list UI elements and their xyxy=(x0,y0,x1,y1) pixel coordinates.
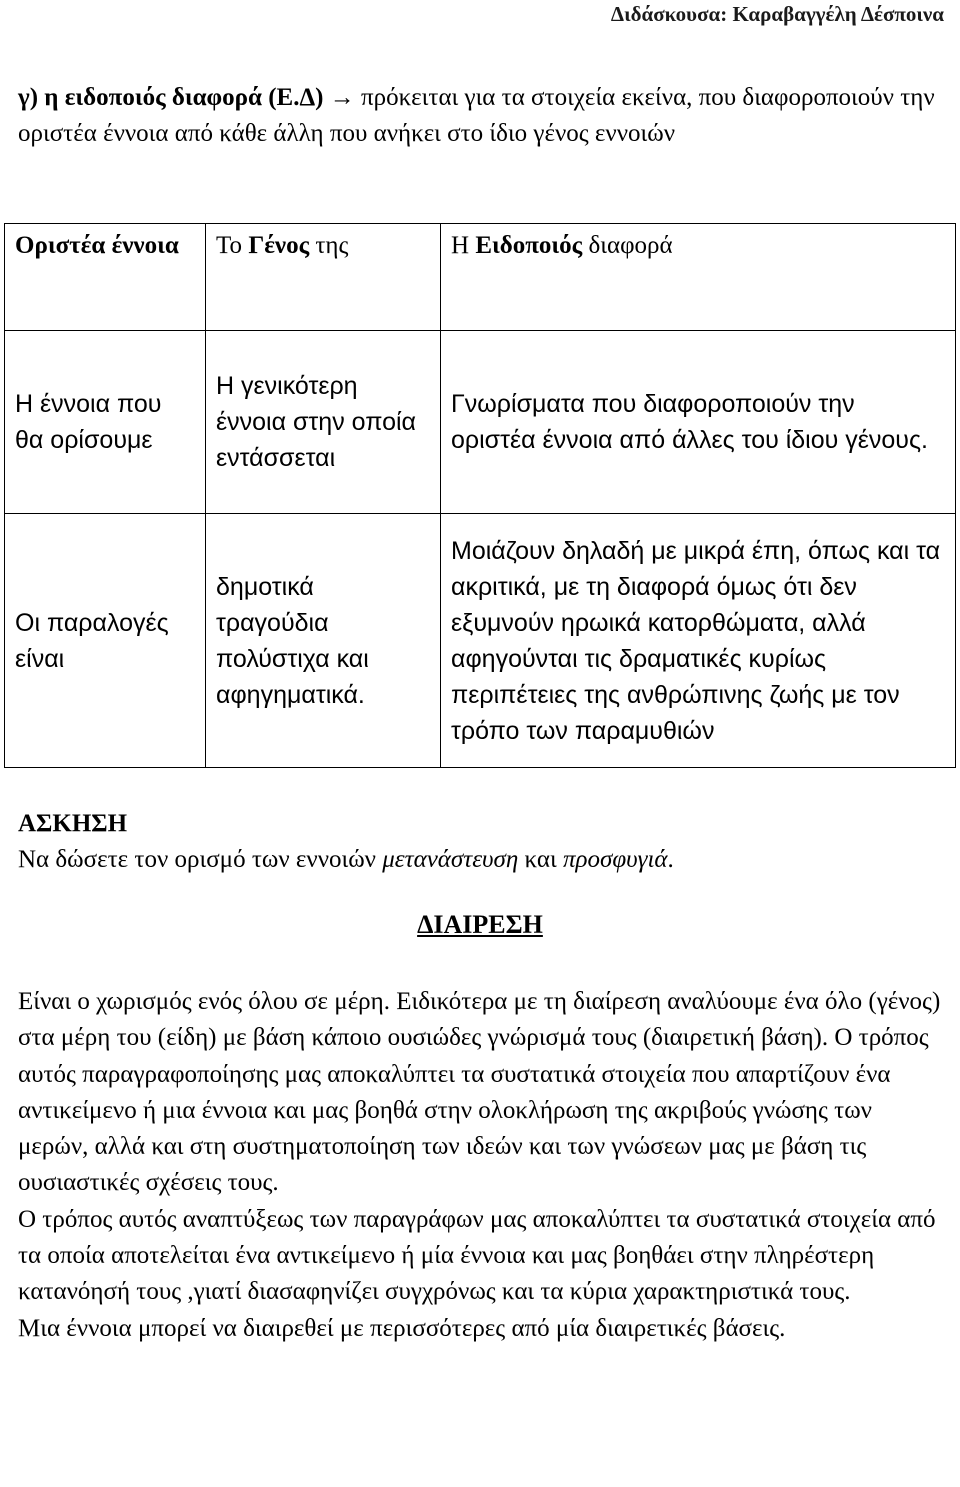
intro-text: πρόκειται για τα στοιχεία εκείνα, που διαφοροποιούν την οριστέα έννοια από κάθε άλλη που ανήκει στο ίδιο γένος εννοιών xyxy=(18,84,935,147)
row2-defined-concept: Οι παραλογές είναι xyxy=(5,514,206,768)
row2-genus: δημοτικά τραγούδια πολύστιχα και αφηγηματικά. xyxy=(206,514,441,768)
section-paragraph-2: Ο τρόπος αυτός αναπτύξεως των παραγράφων μας αποκαλύπτει τα συστατικά στοιχεία από τα οποία αποτελείται ένα αντικείμενο ή μία έννοια και μας βοηθάει στην πληρέστερη κατανόησή τους ,γιατί διασαφηνίζει συγχρόνως και τα κύρια χαρακτηριστικά τους. xyxy=(18,1205,936,1306)
header-difference-bold: Ειδοποιός xyxy=(475,232,583,259)
header-cell-difference xyxy=(441,224,956,331)
header-defined-concept: Οριστέα έννοια xyxy=(15,232,179,259)
definition-table xyxy=(4,223,956,768)
intro-paragraph xyxy=(18,80,938,152)
section-body xyxy=(18,984,948,1347)
exercise-term-1: μετανάστευση xyxy=(382,846,519,873)
table-row xyxy=(5,331,956,514)
row1-difference: Γνωρίσματα που διαφοροποιούν την οριστέα έννοια από άλλες του ίδιου γένους. xyxy=(441,331,956,514)
exercise-heading: ΑΣΚΗΣΗ xyxy=(18,810,128,837)
header-difference-prefix: Η xyxy=(451,232,476,259)
author-header: Διδάσκουσα: Καραβαγγέλη Δέσποινα xyxy=(610,2,944,26)
section-paragraph-3: Μια έννοια μπορεί να διαιρεθεί με περισσότερες από μία διαιρετικές βάσεις. xyxy=(18,1314,786,1342)
header-genus-bold: Γένος xyxy=(248,232,310,259)
row2-difference: Μοιάζουν δηλαδή με μικρά έπη, όπως και τα ακριτικά, με τη διαφορά όμως ότι δεν εξυμνούν ηρωικά κατορθώματα, αλλά αφηγούνται τις δραματικές κυρίως περιπέτειες της ανθρώπινης ζωής με τον τρόπο των παραμυθιών xyxy=(441,514,956,768)
exercise-block xyxy=(18,806,938,878)
exercise-term-2: προσφυγιά xyxy=(562,846,668,873)
exercise-end: . xyxy=(667,846,674,873)
header-genus-suffix: της xyxy=(309,232,349,259)
header-difference-suffix: διαφορά xyxy=(582,232,673,259)
section-title: ΔΙΑΙΡΕΣΗ xyxy=(417,910,543,939)
exercise-connector: και xyxy=(518,846,563,873)
arrow-icon: → xyxy=(329,84,355,111)
row1-genus: Η γενικότερη έννοια στην οποία εντάσσεται xyxy=(206,331,441,514)
header-genus-prefix: Το xyxy=(216,232,249,259)
table-row xyxy=(5,514,956,768)
table-header-row xyxy=(5,224,956,331)
exercise-text xyxy=(18,842,938,878)
row1-defined-concept: Η έννοια που θα ορίσουμε xyxy=(5,331,206,514)
section-paragraph-1: Είναι ο χωρισμός ενός όλου σε μέρη. Ειδικότερα με τη διαίρεση αναλύουμε ένα όλο (γένος) στα μέρη του (είδη) με βάση κάποιο ουσιώδες γνώρισμά τους (διαιρετική βάση). Ο τρόπος αυτός παραγραφοποίησης μας αποκαλύπτει τα συστατικά στοιχεία που απαρτίζουν ένα αντικείμενο ή μια έννοια και μας βοηθά στην ολοκλήρωση της ακριβούς γνώσης των μερών, αλλά και στη συστηματοποίηση των ιδεών και των γνώσεων μας με βάση τις ουσιαστικές σχέσεις τους. xyxy=(18,988,941,1197)
header-cell-genus xyxy=(206,224,441,331)
exercise-prefix: Να δώσετε τον ορισμό των εννοιών xyxy=(18,846,383,873)
header-cell-defined-concept xyxy=(5,224,206,331)
intro-label: γ) η ειδοποιός διαφορά (Ε.Δ) xyxy=(18,84,324,111)
